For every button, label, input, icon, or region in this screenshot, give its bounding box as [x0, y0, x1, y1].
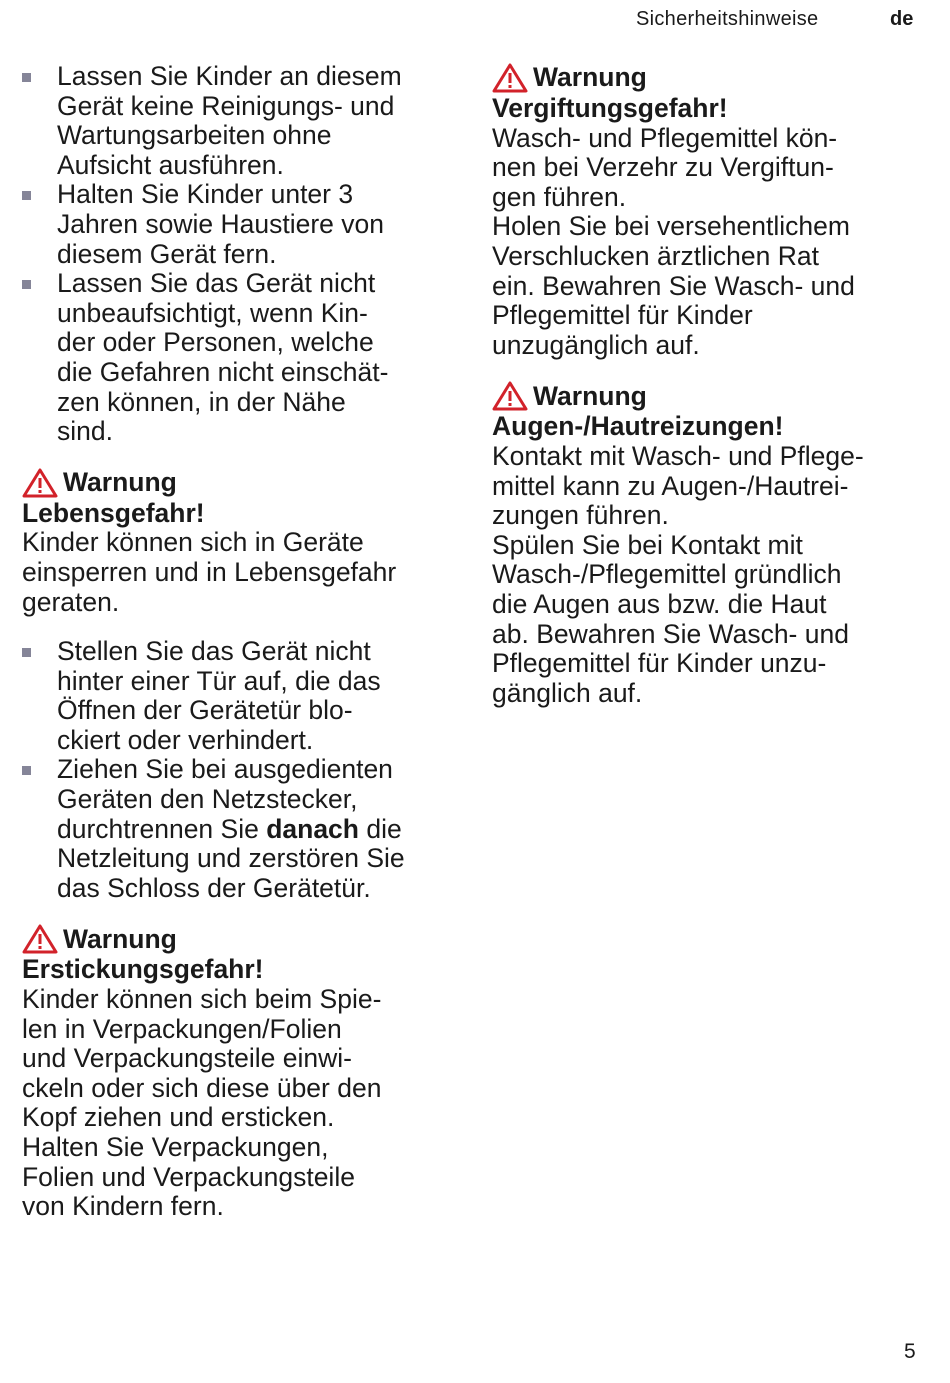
warning-life-danger: Warnung Lebensgefahr! Kinder können sich in Geräte einsperren und in Lebensgefahr geraten.: [22, 467, 452, 617]
warning-heading: [22, 467, 452, 499]
page-number: 5: [904, 1340, 916, 1363]
warning-suffocation: Warnung Erstickungsgefahr! Kinder können sich beim Spie- len in Verpackungen/Folien und Verpackungsteile einwi- ckeln oder sich diese über den Kopf ziehen und ersticken. Halten Sie Verpackungen, Folien und Verpackungsteile von Kindern fern.: [22, 923, 452, 1221]
square-bullet-icon: [22, 648, 31, 657]
header-language: de: [890, 8, 914, 30]
warning-title: Lebensgefahr!: [22, 497, 205, 528]
bullet-list-top: [22, 62, 452, 447]
warning-heading: [22, 923, 452, 955]
warning-triangle-icon: [22, 924, 58, 954]
warning-heading: [492, 62, 932, 94]
right-column: [492, 62, 932, 708]
list-item: Lassen Sie Kinder an diesem Gerät keine Reinigungs- und Wartungsarbeiten ohne Aufsicht ausführen.: [22, 62, 452, 180]
list-item: Halten Sie Kinder unter 3 Jahren sowie Haustiere von diesem Gerät fern.: [22, 180, 452, 269]
warning-triangle-icon: [22, 468, 58, 498]
warning-title: Augen-/Hautreizungen!: [492, 411, 784, 442]
emphasis-danach: danach: [266, 813, 359, 844]
warning-poisoning: Warnung Vergiftungsgefahr! Wasch- und Pflegemittel kön- nen bei Verzehr zu Vergiftun- gen führen. Holen Sie bei versehentlichem Verschlucken ärztlichen Rat ein. Bewahren Sie Wasch- und Pflegemittel für Kinder unzugänglich auf.: [492, 62, 932, 360]
list-item: Stellen Sie das Gerät nicht hinter einer Tür auf, die das Öffnen der Gerätetür blo- ckiert oder verhindert.: [22, 637, 452, 755]
warning-eye-skin-irritation: Warnung Augen-/Hautreizungen! Kontakt mit Wasch- und Pflege- mittel kann zu Augen-/Hautrei- zungen führen. Spülen Sie bei Kontakt mit Wasch-/Pflegemittel gründlich die Augen aus bzw. die Haut ab. Bewahren Sie Wasch- und Pflegemittel für Kinder unzu- gänglich auf.: [492, 380, 932, 708]
list-item: Ziehen Sie bei ausgedienten Geräten den Netzstecker, durchtrennen Sie danach die Netzleitung und zerstören Sie das Schloss der Gerätetür.: [22, 755, 452, 903]
warning-label: Warnung: [63, 466, 177, 497]
left-column: [22, 62, 452, 1222]
warning-heading: [492, 380, 932, 412]
warning-title: Erstickungsgefahr!: [22, 954, 264, 985]
square-bullet-icon: [22, 191, 31, 200]
square-bullet-icon: [22, 766, 31, 775]
square-bullet-icon: [22, 280, 31, 289]
warning-label: Warnung: [533, 380, 647, 411]
header-section-title: Sicherheitshinweise: [636, 8, 819, 30]
warning-title: Vergiftungsgefahr!: [492, 93, 728, 123]
square-bullet-icon: [22, 73, 31, 82]
warning-label: Warnung: [63, 923, 177, 954]
bullet-list-middle: [22, 637, 452, 903]
warning-triangle-icon: [492, 63, 528, 93]
warning-label: Warnung: [533, 62, 647, 93]
list-item: Lassen Sie das Gerät nicht unbeaufsichtigt, wenn Kin- der oder Personen, welche die Gefahren nicht einschät- zen können, in der Nähe sind.: [22, 269, 452, 447]
mixed-line: durchtrennen Sie danach die: [57, 813, 402, 844]
warning-triangle-icon: [492, 381, 528, 411]
